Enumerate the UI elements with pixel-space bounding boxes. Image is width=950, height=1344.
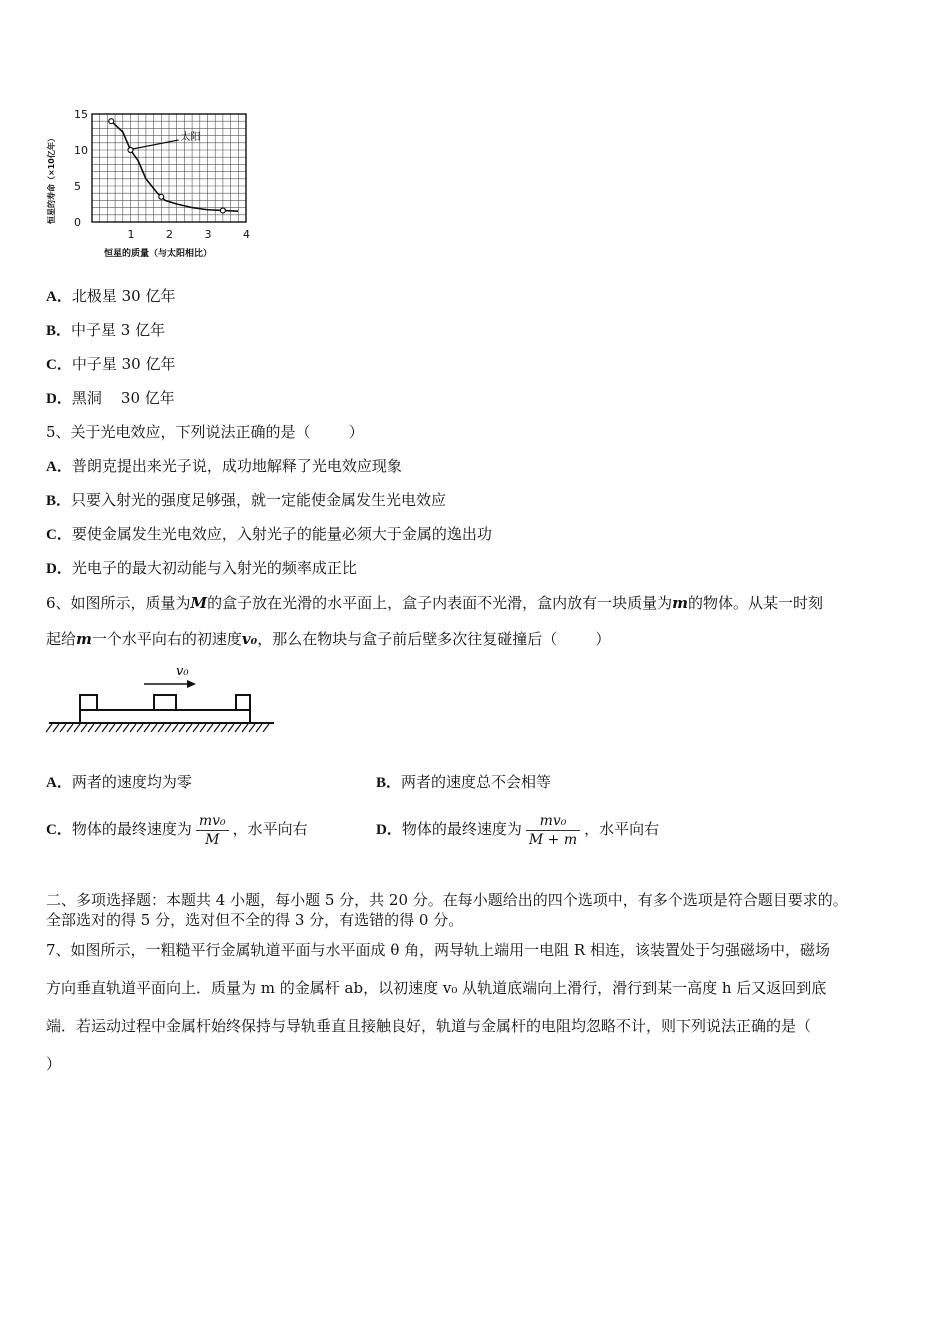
hatch-mark xyxy=(207,724,213,732)
hatch-mark xyxy=(74,724,80,732)
y-tick-label: 15 xyxy=(74,108,88,121)
hatch-mark xyxy=(158,724,164,732)
hatch-mark xyxy=(102,724,108,732)
y-tick-label: 0 xyxy=(74,216,81,229)
q4-option-b: B．中子星 3 亿年 xyxy=(46,321,166,339)
q4-option-a: A．北极星 30 亿年 xyxy=(46,287,176,305)
hatch-mark xyxy=(151,724,157,732)
hatch-mark xyxy=(137,724,143,732)
hatch-mark xyxy=(144,724,150,732)
q6-stem-line1: 6、如图所示，质量为M的盒子放在光滑的水平面上，盒子内表面不光滑，盒内放有一块质量为m的物体。从某一时刻 xyxy=(46,594,824,612)
y-axis-label: 恒星的寿命（×10亿年） xyxy=(47,134,56,224)
section2-line2: 全部选对的得 5 分，选对但不全的得 3 分，有选错的得 0 分。 xyxy=(46,911,464,929)
hatch-mark xyxy=(165,724,171,732)
section2-line1: 二、多项选择题：本题共 4 小题，每小题 5 分，共 20 分。在每小题给出的四个选项中，有多个选项是符合题目要求的。 xyxy=(46,891,848,909)
hatch-mark xyxy=(67,724,73,732)
hatch-mark xyxy=(186,724,192,732)
q6-option-d: D．物体的最终速度为 $\frac{\text{mv₀}}{M + m}$ ，水平向右 xyxy=(376,812,660,848)
q7-line4: ） xyxy=(46,1055,62,1073)
hatch-mark xyxy=(221,724,227,732)
q4-option-c: C．中子星 30 亿年 xyxy=(46,355,176,373)
q5-option-c: C．要使金属发生光电效应，入射光子的能量必须大于金属的逸出功 xyxy=(46,525,492,543)
section2-heading xyxy=(46,890,908,930)
hatch-mark xyxy=(242,724,248,732)
hatch-mark xyxy=(214,724,220,732)
hatch-mark xyxy=(200,724,206,732)
velocity-label: v₀ xyxy=(176,664,189,679)
data-point xyxy=(109,119,114,124)
x-axis-label: 恒星的质量（与太阳相比） xyxy=(104,249,213,259)
hatch-mark xyxy=(130,724,136,732)
q6-option-b: B．两者的速度总不会相等 xyxy=(376,773,552,791)
chart-svg xyxy=(40,100,260,265)
x-tick-label: 1 xyxy=(127,228,135,241)
velocity-arrowhead-icon xyxy=(187,680,196,688)
q6-option-c: C．物体的最终速度为 $\frac{\text{mv₀}}{M}$ ，水平向右 xyxy=(46,812,308,848)
hatch-mark xyxy=(263,724,269,732)
y-tick-label: 5 xyxy=(74,180,81,193)
box-outline xyxy=(80,695,250,710)
star-lifetime-chart xyxy=(40,100,260,265)
hatch-mark xyxy=(179,724,185,732)
hatch-mark xyxy=(46,724,52,732)
data-point xyxy=(128,148,133,153)
hatch-mark xyxy=(116,724,122,732)
q5-option-d: D．光电子的最大初动能与入射光的频率成正比 xyxy=(46,559,357,577)
q6-stem-line2: 起给m一个水平向右的初速度v₀，那么在物块与盒子前后壁多次往复碰撞后（ ） xyxy=(46,630,611,648)
hatch-mark xyxy=(123,724,129,732)
hatch-mark xyxy=(172,724,178,732)
hatch-mark xyxy=(249,724,255,732)
block xyxy=(154,695,176,710)
q7-line2: 方向垂直轨道平面向上．质量为 m 的金属杆 ab，以初速度 v₀ 从轨道底端向上滑行，滑行到某一高度 h 后又返回到底 xyxy=(46,979,827,997)
hatch-mark xyxy=(81,724,87,732)
annotation-label: 太阳 xyxy=(180,132,201,143)
x-tick-label: 3 xyxy=(204,228,212,241)
hatch-mark xyxy=(95,724,101,732)
hatch-mark xyxy=(235,724,241,732)
q6-option-a: A．两者的速度均为零 xyxy=(46,773,192,791)
q5-option-b: B．只要入射光的强度足够强，就一定能使金属发生光电效应 xyxy=(46,491,447,509)
hatch-mark xyxy=(256,724,262,732)
q7-line1: 7、如图所示，一粗糙平行金属轨道平面与水平面成 θ 角，两导轨上端用一电阻 R 相连，该装置处于匀强磁场中，磁场 xyxy=(46,941,830,959)
x-tick-label: 4 xyxy=(243,228,250,241)
x-tick-label: 2 xyxy=(166,228,173,241)
hatch-mark xyxy=(88,724,94,732)
hatch-mark xyxy=(109,724,115,732)
hatch-mark xyxy=(53,724,59,732)
hatch-mark xyxy=(228,724,234,732)
data-point xyxy=(159,194,164,199)
q5-option-a: A．普朗克提出来光子说，成功地解释了光电效应现象 xyxy=(46,457,402,475)
fraction-d: $\frac{\text{mv₀}}{M + m}$ xyxy=(526,812,580,849)
q7-line3: 端．若运动过程中金属杆始终保持与导轨垂直且接触良好，轨道与金属杆的电阻均忽略不计，则下列说法正确的是（ xyxy=(46,1017,812,1035)
hatch-mark xyxy=(60,724,66,732)
data-point xyxy=(220,208,225,213)
q5-stem: 5、关于光电效应，下列说法正确的是（ ） xyxy=(46,423,364,441)
annotation-line xyxy=(133,140,179,149)
fraction-c: $\frac{\text{mv₀}}{M}$ xyxy=(196,812,229,849)
box-figure xyxy=(44,660,279,740)
ground-hatch xyxy=(46,724,269,732)
box-figure-svg xyxy=(44,660,279,740)
y-tick-label: 10 xyxy=(74,144,88,157)
hatch-mark xyxy=(193,724,199,732)
q4-option-d: D．黑洞 30 亿年 xyxy=(46,389,175,407)
